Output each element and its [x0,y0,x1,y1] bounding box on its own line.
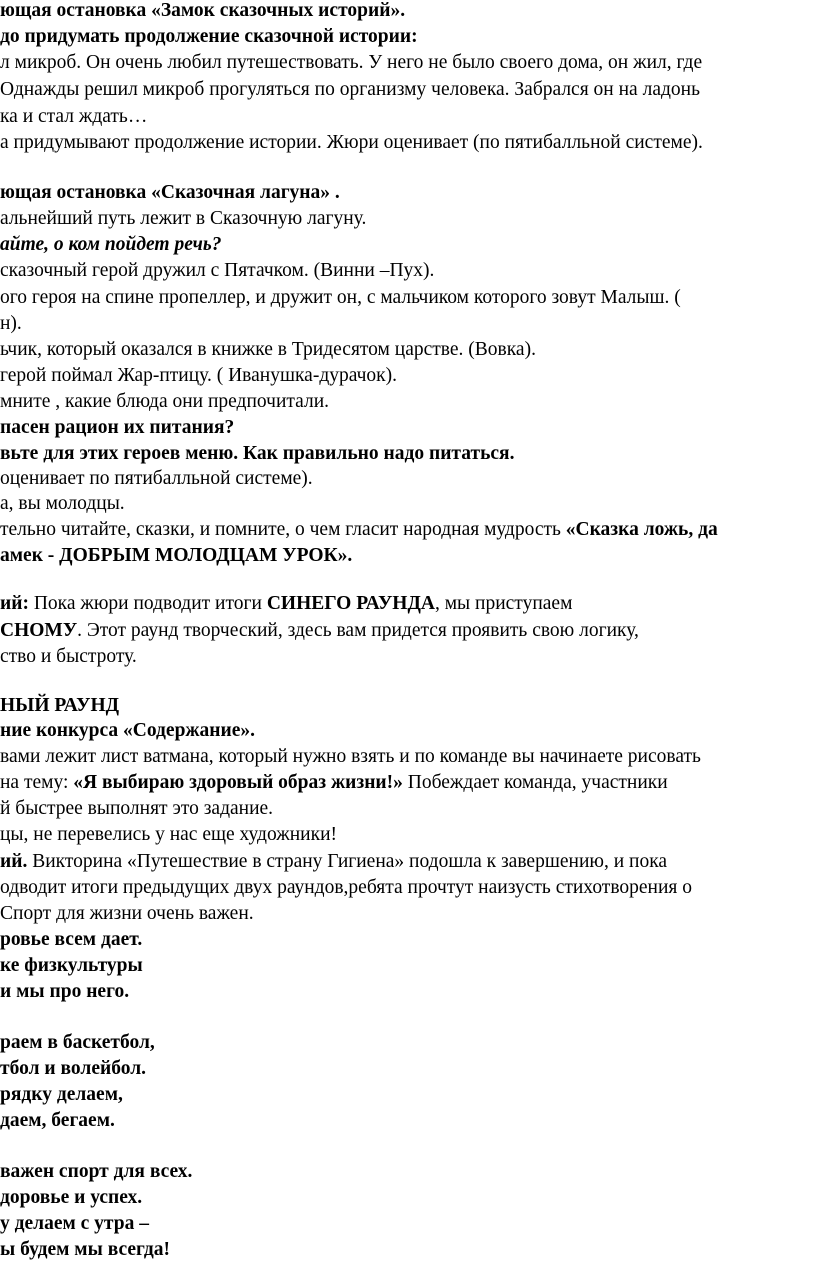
text-line [0,104,147,130]
text-segment: а придумывают продолжение истории. Жюри оценивает (по пятибалльной системе). [0,132,703,153]
text-segment: раем в баскетбол, [0,1032,155,1053]
text-segment: альнейший путь лежит в Сказочную лагуну. [0,208,367,229]
text-line [0,206,366,232]
text-line [0,693,119,719]
text-segment: й быстрее выполнят это задание. [0,798,274,819]
text-line [0,232,222,258]
text-segment: и мы про него. [0,981,130,1002]
text-line [0,849,667,875]
text-line [0,543,352,569]
text-segment: «Сказка ложь, да [565,519,718,540]
text-segment: Викторина «Путешествие в страну Гигиена» подошла к завершению, и пока [27,851,668,872]
text-line [0,927,142,953]
text-segment: герой поймал Жар-птицу. ( Иванушка-дурачок). [0,365,398,386]
text-segment: а, вы молодцы. [0,493,125,514]
text-segment: у делаем с утра – [0,1213,149,1234]
text-line [0,363,397,389]
text-segment: ке физкультуры [0,955,143,976]
text-segment: н). [0,313,22,334]
text-segment: . Этот раунд творческий, здесь вам придется проявить свою логику, [77,620,639,641]
text-segment: ка и стал ждать… [0,106,148,127]
text-segment: вьте для этих героев меню. Как правильно надо питаться. [0,443,515,464]
text-line [0,130,703,156]
text-segment: сказочный герой дружил с Пятачком. (Винни –Пух). [0,260,435,281]
text-line [0,311,22,337]
text-segment: тбол и волейбол. [0,1058,147,1079]
text-line [0,337,536,363]
text-segment: ий: [0,593,29,614]
text-segment: мните , какие блюда они предпочитали. [0,391,330,412]
text-line [0,24,418,50]
text-segment: вами лежит лист ватмана, который нужно взять и по команде вы начинаете рисовать [0,746,701,767]
text-line [0,1185,142,1211]
text-segment: доровье и успех. [0,1187,143,1208]
text-line [0,285,681,311]
text-line [0,50,702,76]
text-segment: ы будем мы всегда! [0,1239,170,1260]
text-segment: ние конкурса «Содержание». [0,720,256,741]
text-line [0,1082,123,1108]
text-line [0,1211,149,1237]
text-line [0,901,254,927]
text-segment: даем, бегаем. [0,1110,115,1131]
text-line [0,744,701,770]
text-line [0,0,405,24]
text-segment: айте, о ком пойдет речь? [0,234,222,255]
text-line [0,979,129,1005]
text-segment: СНОМУ [0,620,78,641]
text-segment: ьчик, который оказался в книжке в Тридесятом царстве. (Вовка). [0,339,536,360]
text-line [0,718,255,744]
text-line [0,591,572,617]
text-segment: амек - ДОБРЫМ МОЛОДЦАМ УРОК». [0,545,353,566]
text-segment: ство и быстроту. [0,646,137,667]
text-segment: до придумать продолжение сказочной истории: [0,26,418,47]
text-segment: ровье всем дает. [0,929,143,950]
text-segment: Однажды решил микроб прогуляться по организму человека. Забрался он на ладонь [0,79,700,100]
text-segment: ого героя на спине пропеллер, и дружит он, с мальчиком которого зовут Малыш. ( [0,287,681,308]
text-line [0,1030,155,1056]
text-segment: важен спорт для всех. [0,1161,193,1182]
text-line [0,258,434,284]
text-segment: Побеждает команда, участники [402,772,668,793]
text-segment: л микроб. Он очень любил путешествовать. У него не было своего дома, он жил, где [0,52,703,73]
text-line [0,796,273,822]
text-segment: Спорт для жизни очень важен. [0,903,254,924]
text-line [0,415,234,441]
text-line [0,491,125,517]
text-line [0,77,700,103]
text-line [0,875,692,901]
text-segment: ий. [0,851,28,872]
text-line [0,822,337,848]
text-line [0,644,137,670]
text-line [0,618,639,644]
text-segment: пасен рацион их питания? [0,417,235,438]
text-line [0,1056,146,1082]
text-segment: на тему: [0,772,74,793]
text-segment: , мы приступаем [434,593,573,614]
text-line [0,389,329,415]
text-line [0,770,668,796]
text-segment: оценивает по пятибалльной системе). [0,468,313,489]
text-line [0,953,143,979]
text-line [0,1237,170,1262]
text-segment: одводит итоги предыдущих двух раундов,ребята прочтут наизусть стихотворения о [0,877,693,898]
text-line [0,466,313,492]
text-line [0,180,340,206]
text-segment: тельно читайте, сказки, и помните, о чем гласит народная мудрость [0,519,566,540]
text-line [0,441,514,467]
text-segment: рядку делаем, [0,1084,123,1105]
text-segment: Пока жюри подводит итоги [28,593,267,614]
text-segment: НЫЙ РАУНД [0,695,120,716]
text-segment: цы, не перевелись у нас еще художники! [0,824,337,845]
text-segment: ющая остановка «Замок сказочных историй». [0,0,406,21]
text-segment: ющая остановка «Сказочная лагуна» . [0,182,340,203]
text-segment: СИНЕГО РАУНДА [266,593,435,614]
text-segment: «Я выбираю здоровый образ жизни!» [73,772,403,793]
text-line [0,1108,115,1134]
text-line [0,1159,192,1185]
text-line [0,517,718,543]
